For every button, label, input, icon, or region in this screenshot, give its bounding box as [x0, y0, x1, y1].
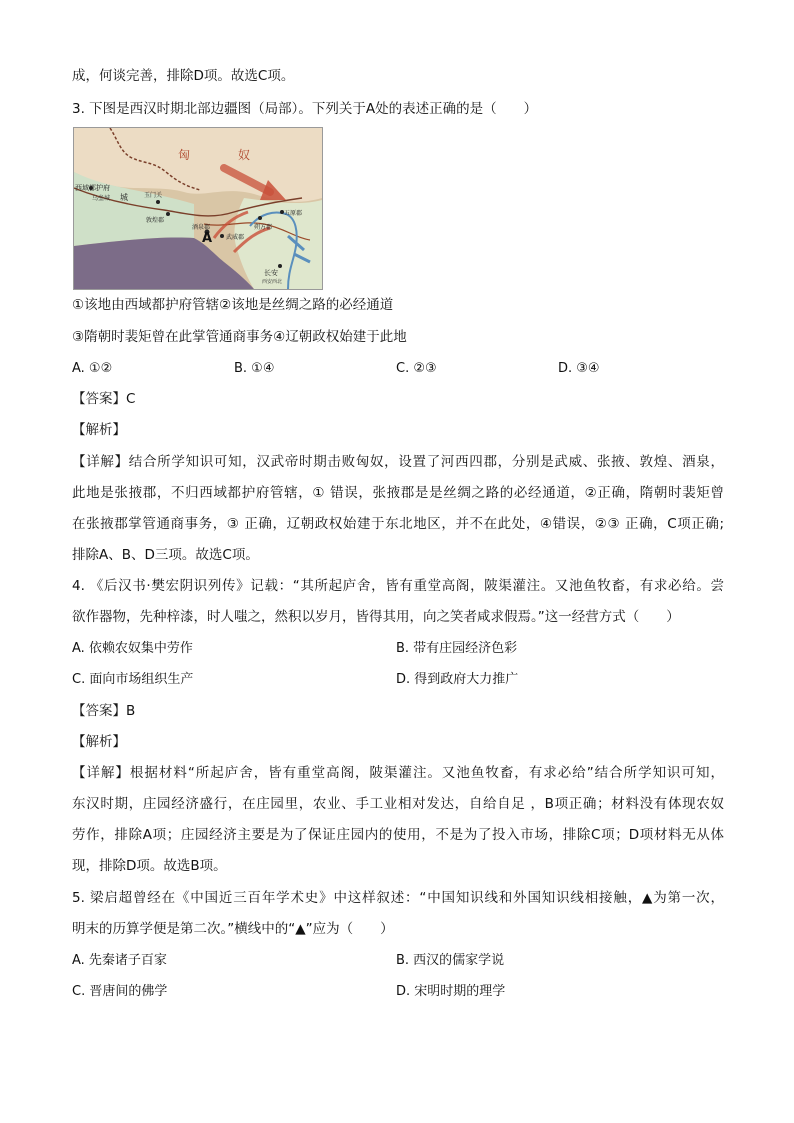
map-label-xiongnu-2: 奴: [238, 148, 251, 162]
historical-map: [73, 127, 323, 290]
map-label-duhufu: 西域都护府: [75, 184, 110, 192]
q3-option-d[interactable]: D. ③④: [558, 361, 600, 376]
q4-analysis-tag: 【解析】: [72, 734, 126, 750]
q3-detail-line-2: 此地是张掖郡，不归西域都护府管辖，① 错误，张掖郡是是丝绸之路的必经通道，②正确，隋朝时裴矩曾: [72, 485, 724, 501]
q3-answer: [72, 389, 135, 409]
q4-option-c[interactable]: C. 面向市场组织生产: [72, 672, 194, 687]
map-label-changan: 长安: [264, 269, 278, 277]
map-point-a: A: [202, 231, 213, 246]
q4-option-a[interactable]: A. 依赖农奴集中劳作: [72, 641, 193, 656]
answer-tag: 【答案】: [72, 703, 126, 719]
q4-stem-line-2: 欲作器物，先种梓漆，时人嗤之，然积以岁月，皆得其用，向之笑者咸求假焉。”这一经营方式（ ）: [72, 609, 680, 625]
q4-answer: [72, 701, 135, 721]
q3-detail-line-4: 排除A、B、D三项。故选C项。: [72, 547, 259, 563]
q3-option-b[interactable]: B. ①④: [234, 361, 275, 376]
q3-option-c[interactable]: C. ②③: [396, 361, 437, 376]
q3-statement-2: ③隋朝时裴矩曾在此掌管通商事务④辽朝政权始建于此地: [72, 329, 407, 345]
map-label-xiongnu-1: 匈: [178, 148, 191, 162]
q3-statement-1: ①该地由西域都护府管辖②该地是丝绸之路的必经通道: [72, 297, 394, 313]
q4-detail-line-4: 现，排除D项。故选B项。: [72, 858, 227, 874]
q5-stem-line-1: 5. 梁启超曾经在《中国近三百年学术史》中这样叙述：“中国知识线和外国知识线相接触，▲为第一次，: [72, 890, 724, 906]
q4-stem-line-1: 4. 《后汉书·樊宏阴识列传》记载：“其所起庐舍，皆有重堂高阁，陂渠灌注。又池鱼牧畜，有求必给。尝: [72, 578, 724, 594]
map-label-wuwei: 武威郡: [226, 234, 245, 241]
q5-option-d[interactable]: D. 宋明时期的理学: [396, 984, 506, 999]
previous-answer-tail: 成，何谈完善，排除D项。故选C项。: [72, 68, 295, 84]
map-label-jiuquan: 酒泉郡: [192, 224, 211, 231]
map-label-wuyuan: 五原郡: [284, 210, 303, 217]
q4-option-b[interactable]: B. 带有庄园经济色彩: [396, 641, 518, 656]
map-label-yumen: 玉门关: [144, 192, 163, 199]
q4-detail-line-3: 劳作，排除A项；庄园经济主要是为了保证庄园内的使用，不是为了投入市场，排除C项；D项材料无从体: [72, 827, 724, 843]
q4-detail-line-1: 【详解】根据材料“所起庐舍，皆有重堂高阁，陂渠灌注。又池鱼牧畜，有求必给”结合所学知识可知，: [72, 765, 724, 781]
q5-option-a[interactable]: A. 先秦诸子百家: [72, 953, 167, 968]
map-label-duhufu-sub: 乌垒城: [92, 195, 111, 202]
map-label-changan-sub: 西安西北: [262, 279, 283, 285]
q3-detail-line-1: 【详解】结合所学知识可知，汉武帝时期击败匈奴，设置了河西四郡，分别是武威、张掖、敦煌、酒泉，: [72, 454, 724, 470]
q5-option-c[interactable]: C. 晋唐间的佛学: [72, 984, 168, 999]
q3-detail-line-3: 在张掖郡掌管通商事务，③ 正确，辽朝政权始建于东北地区，并不在此处，④错误，②③ 正确，C项正确;: [72, 516, 724, 532]
q5-stem-line-2: 明末的历算学便是第二次。”横线中的“▲”应为（ ）: [72, 921, 394, 937]
q4-answer-value: B: [126, 703, 136, 719]
q3-option-a[interactable]: A. ①②: [72, 361, 113, 376]
map-label-cheng: 城: [120, 193, 128, 202]
q4-detail-line-2: 东汉时期，庄园经济盛行，在庄园里，农业、手工业相对发达，自给自足 ，B项正确；材料没有体现农奴: [72, 796, 724, 812]
answer-tag: 【答案】: [72, 391, 126, 407]
q3-analysis-tag: 【解析】: [72, 422, 126, 438]
q5-option-b[interactable]: B. 西汉的儒家学说: [396, 953, 505, 968]
q4-option-d[interactable]: D. 得到政府大力推广: [396, 672, 519, 687]
map-label-dunhuang: 敦煌郡: [146, 217, 165, 224]
map-label-shuofang: 朔方郡: [254, 224, 273, 231]
q3-stem: 3. 下图是西汉时期北部边疆图（局部）。下列关于A处的表述正确的是（ ）: [72, 101, 538, 117]
q3-answer-value: C: [126, 391, 136, 407]
